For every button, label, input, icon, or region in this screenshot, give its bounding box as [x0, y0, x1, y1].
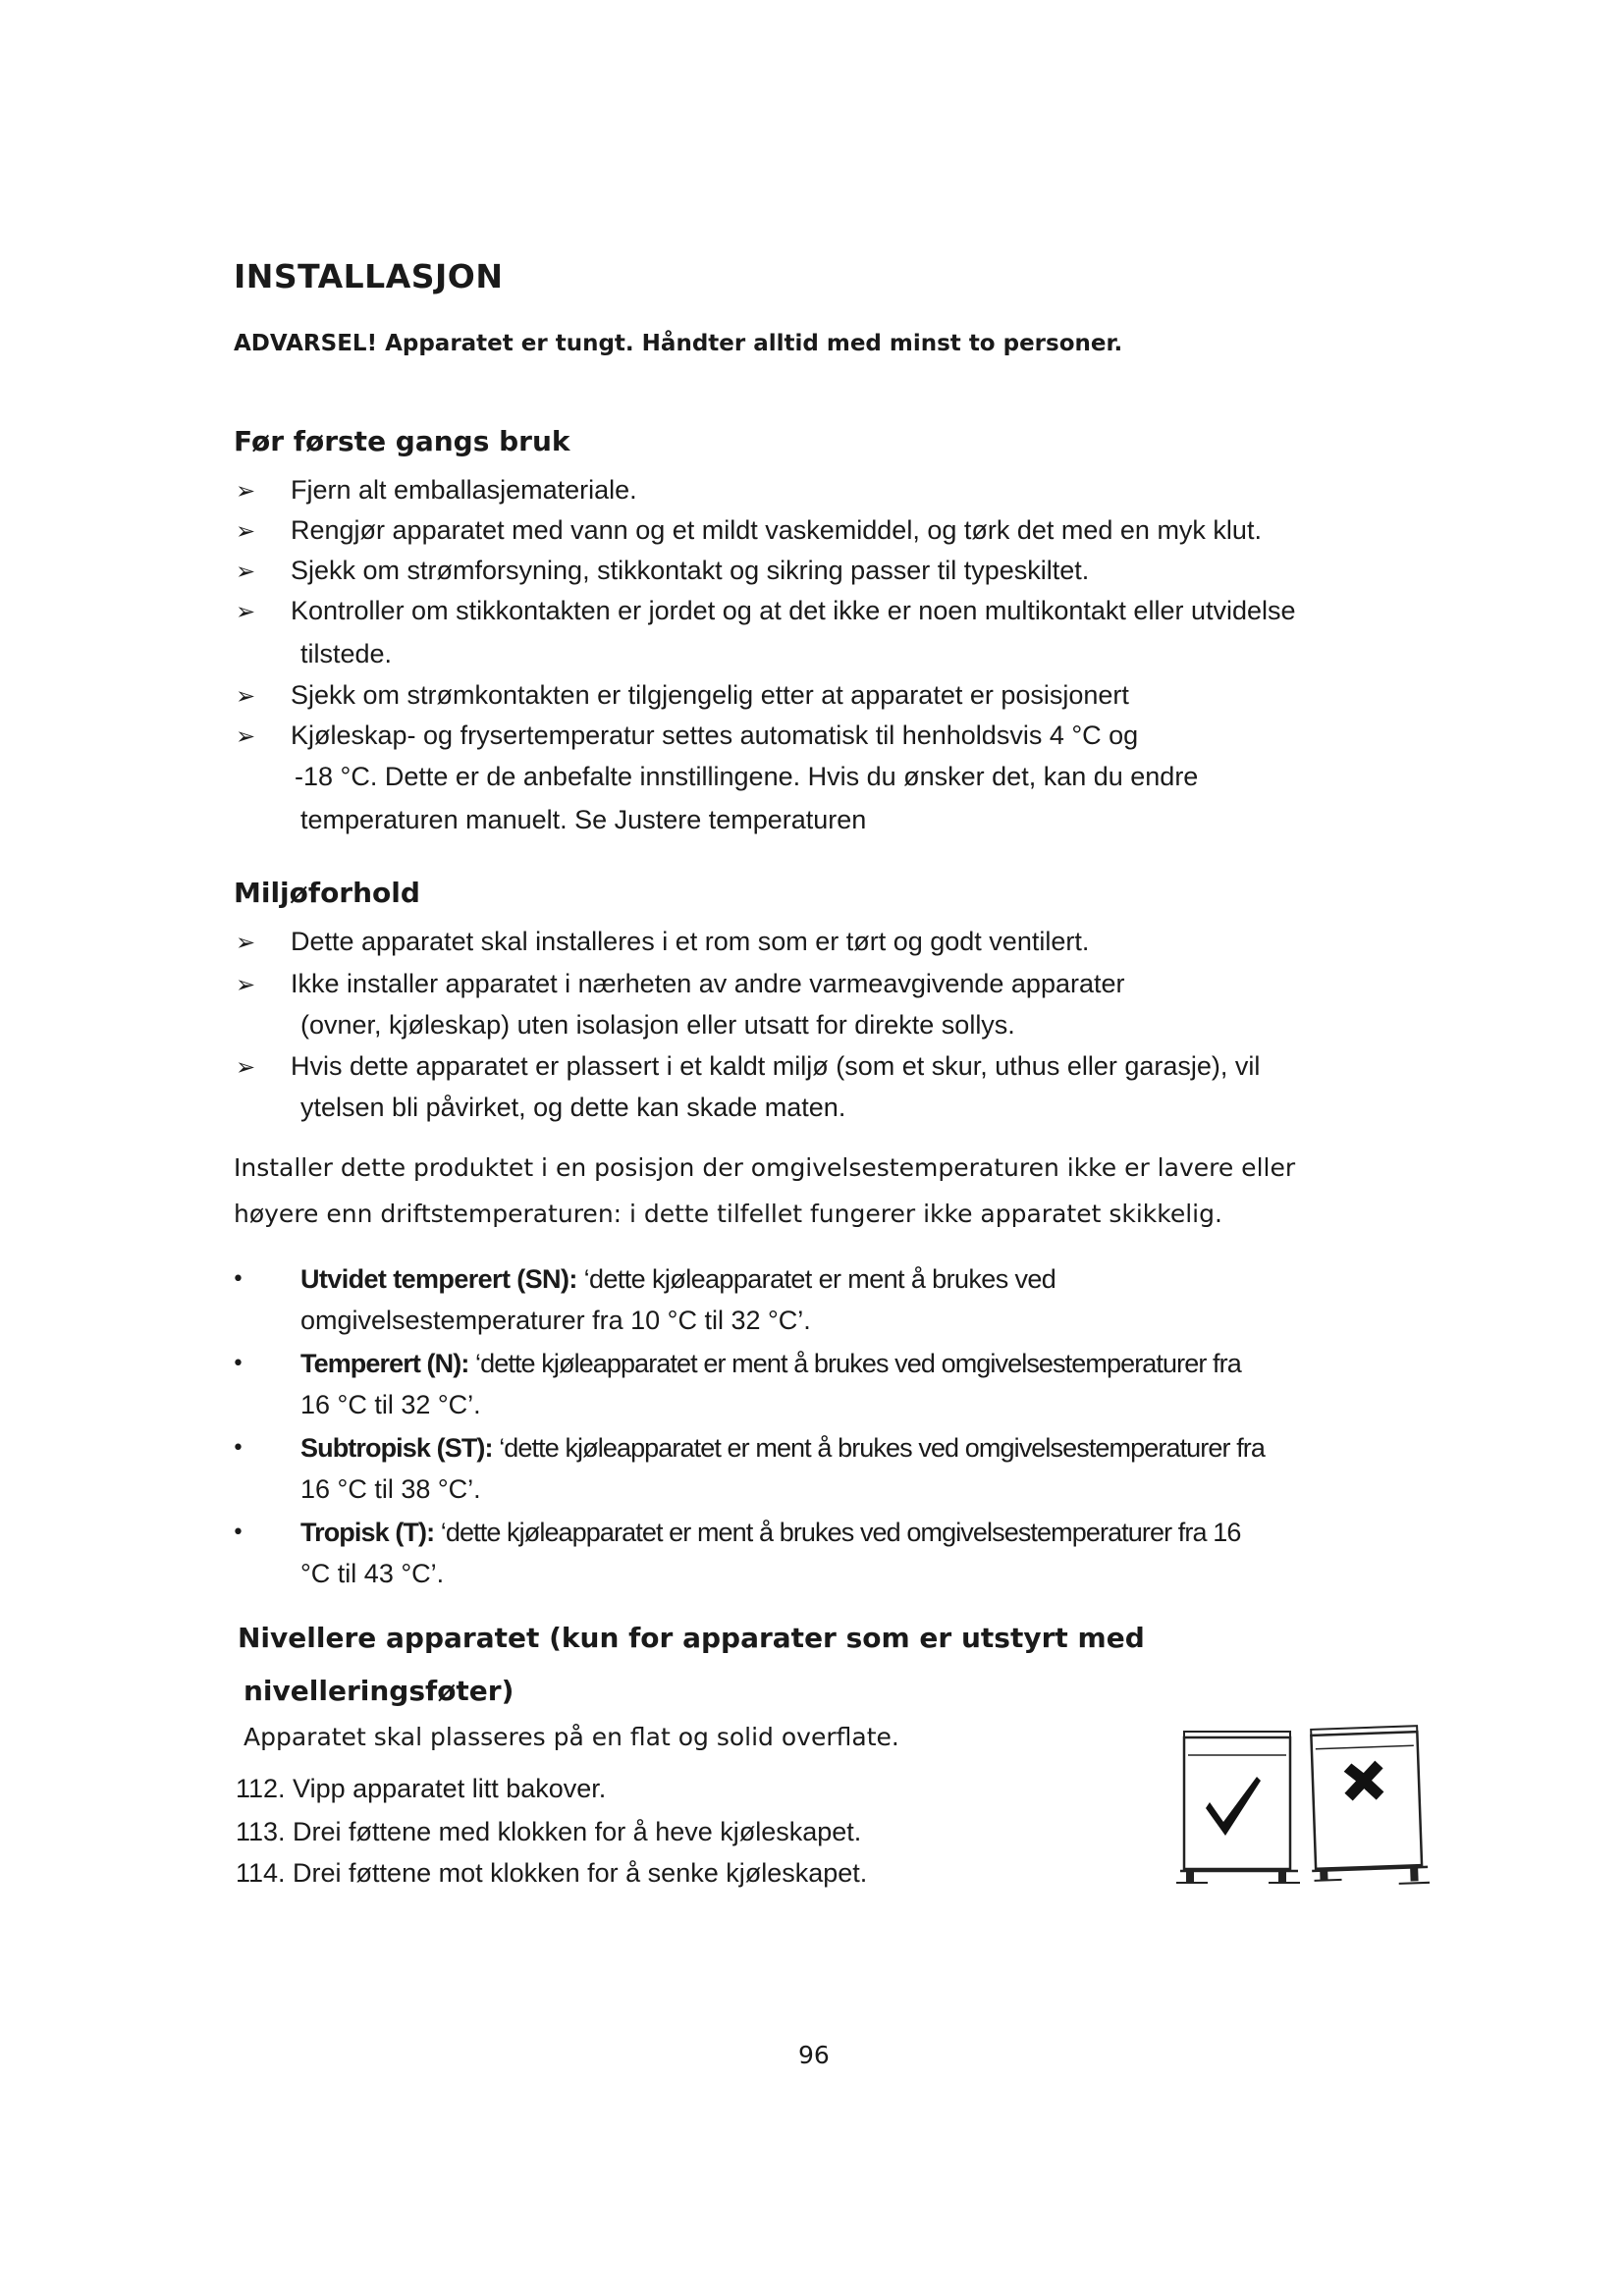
- bullet-dot-icon: •: [232, 1436, 244, 1461]
- tilted-fridge-figure: [1307, 1726, 1430, 1887]
- list-item: Dette apparatet skal installeres i et rom som er tørt og godt ventilert.: [291, 927, 1090, 956]
- arrow-bullet-icon: ➢: [236, 477, 256, 505]
- climate-class-continuation: omgivelsestemperaturer fra 10 °C til 32 °C’.: [300, 1306, 811, 1335]
- list-item: Sjekk om strømforsyning, stikkontakt og sikring passer til typeskiltet.: [291, 556, 1090, 585]
- list-item: Fjern alt emballasjemateriale.: [291, 475, 637, 505]
- list-item-continuation: temperaturen manuelt. Se Justere temperaturen: [300, 805, 867, 834]
- list-item-continuation: -18 °C. Dette er de anbefalte innstillingene. Hvis du ønsker det, kan du endre: [295, 762, 1199, 791]
- climate-class-label: Utvidet temperert (SN):: [300, 1264, 577, 1294]
- climate-class-text: ‘dette kjøleapparatet er ment å brukes ved omgivelsestemperaturer fra: [468, 1349, 1241, 1378]
- leveling-illustration: [1174, 1716, 1430, 1895]
- section-heading-environment: Miljøforhold: [234, 877, 420, 909]
- arrow-bullet-icon: ➢: [236, 929, 256, 956]
- list-item-continuation: (ovner, kjøleskap) uten isolasjon eller utsatt for direkte sollys.: [300, 1010, 1015, 1040]
- arrow-bullet-icon: ➢: [236, 1053, 256, 1081]
- warning-text: ADVARSEL! Apparatet er tungt. Håndter alltid med minst to personer.: [234, 331, 1123, 356]
- climate-class-item: [300, 1518, 1240, 1548]
- climate-class-item: [300, 1433, 1265, 1464]
- numbered-step: 113. Drei føttene med klokken for å heve kjøleskapet.: [236, 1817, 862, 1846]
- climate-class-label: Temperert (N):: [300, 1349, 469, 1378]
- climate-class-continuation: 16 °C til 32 °C’.: [300, 1390, 481, 1419]
- list-item: Sjekk om strømkontakten er tilgjengelig etter at apparatet er posisjonert: [291, 680, 1129, 710]
- bullet-dot-icon: •: [232, 1521, 244, 1545]
- climate-class-continuation: 16 °C til 38 °C’.: [300, 1474, 481, 1504]
- arrow-bullet-icon: ➢: [236, 971, 256, 998]
- numbered-step: 114. Drei føttene mot klokken for å senke kjøleskapet.: [236, 1858, 868, 1888]
- climate-class-text: ‘dette kjøleapparatet er ment å brukes ved omgivelsestemperaturer fra: [492, 1433, 1265, 1463]
- arrow-bullet-icon: ➢: [236, 558, 256, 585]
- section-heading-first-use: Før første gangs bruk: [234, 425, 570, 457]
- page-title: INSTALLASJON: [234, 257, 504, 295]
- paragraph-line: høyere enn driftstemperaturen: i dette tilfellet fungerer ikke apparatet skikkelig.: [234, 1200, 1222, 1228]
- bullet-dot-icon: •: [232, 1267, 244, 1292]
- climate-class-item: [300, 1264, 1056, 1295]
- climate-class-text: ‘dette kjøleapparatet er ment å brukes ved: [576, 1264, 1056, 1294]
- climate-class-label: Tropisk (T):: [300, 1518, 435, 1547]
- arrow-bullet-icon: ➢: [236, 517, 256, 545]
- arrow-bullet-icon: ➢: [236, 682, 256, 710]
- arrow-bullet-icon: ➢: [236, 598, 256, 625]
- level-fridge-figure: [1176, 1732, 1300, 1883]
- list-item: Rengjør apparatet med vann og et mildt vaskemiddel, og tørk det med en myk klut.: [291, 515, 1262, 545]
- climate-class-label: Subtropisk (ST):: [300, 1433, 493, 1463]
- climate-class-item: [300, 1349, 1241, 1379]
- section-heading-leveling-continuation: nivelleringsføter): [244, 1675, 514, 1707]
- arrow-bullet-icon: ➢: [236, 722, 256, 750]
- paragraph-line: Installer dette produktet i en posisjon der omgivelsestemperaturen ikke er lavere eller: [234, 1153, 1296, 1182]
- list-item-continuation: tilstede.: [300, 639, 393, 668]
- list-item: Kontroller om stikkontakten er jordet og at det ikke er noen multikontakt eller utvidelse: [291, 596, 1296, 625]
- leveling-intro: Apparatet skal plasseres på en flat og solid overflate.: [244, 1723, 899, 1751]
- list-item: Kjøleskap- og frysertemperatur settes automatisk til henholdsvis 4 °C og: [291, 721, 1139, 750]
- list-item-continuation: ytelsen bli påvirket, og dette kan skade maten.: [300, 1093, 846, 1122]
- section-heading-leveling: Nivellere apparatet (kun for apparater som er utstyrt med: [238, 1622, 1145, 1654]
- list-item: Ikke installer apparatet i nærheten av andre varmeavgivende apparater: [291, 969, 1125, 998]
- bullet-dot-icon: •: [232, 1352, 244, 1376]
- page-number: 96: [798, 2041, 830, 2069]
- numbered-step: 112. Vipp apparatet litt bakover.: [236, 1774, 607, 1803]
- climate-class-text: ‘dette kjøleapparatet er ment å brukes ved omgivelsestemperaturer fra 16: [434, 1518, 1241, 1547]
- list-item: Hvis dette apparatet er plassert i et kaldt miljø (som et skur, uthus eller garasje), vil: [291, 1051, 1261, 1081]
- climate-class-continuation: °C til 43 °C’.: [300, 1559, 445, 1588]
